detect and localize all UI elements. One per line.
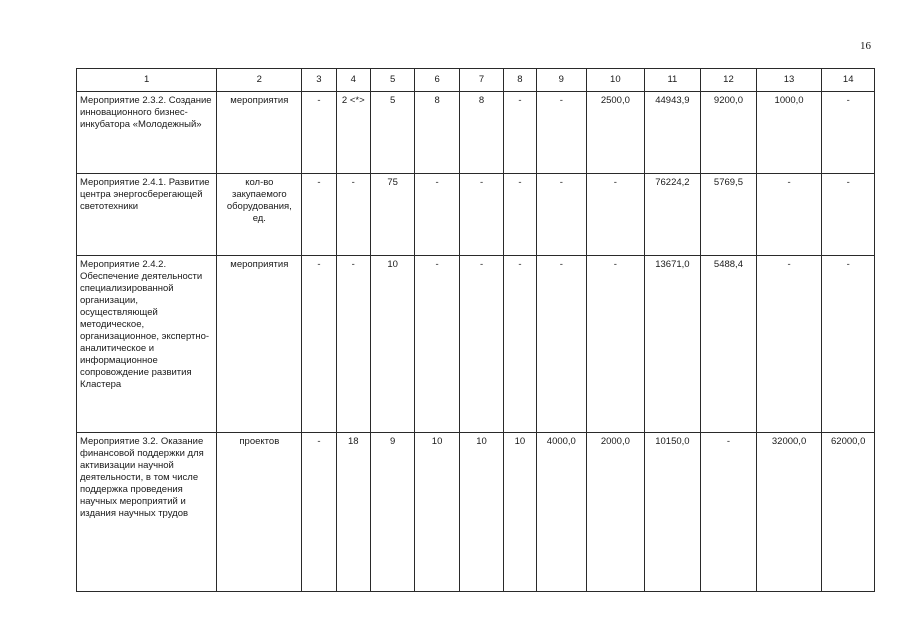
value-cell: -: [587, 174, 645, 256]
value-cell: 44943,9: [644, 92, 701, 174]
activity-name: Мероприятие 2.3.2. Создание инновационного бизнес-инкубатора «Молодежный»: [77, 92, 217, 174]
value-cell: 10: [415, 433, 459, 592]
value-cell: -: [459, 256, 503, 433]
value-cell: -: [504, 92, 536, 174]
table-row: [77, 174, 875, 256]
unit-cell: проектов: [217, 433, 302, 592]
value-cell: -: [756, 256, 822, 433]
value-cell: -: [756, 174, 822, 256]
value-cell: 10: [370, 256, 414, 433]
column-header: 6: [415, 69, 459, 92]
unit-cell: мероприятия: [217, 92, 302, 174]
header-row: [77, 69, 875, 92]
value-cell: 8: [459, 92, 503, 174]
table-row: [77, 256, 875, 433]
value-cell: -: [536, 92, 587, 174]
activity-name: Мероприятие 2.4.2. Обеспечение деятельности специализированной организации, осуществляющей методическое, организационное, экспертно-аналитическое и информационное сопровождение развития Кластера: [77, 256, 217, 433]
value-cell: -: [415, 174, 459, 256]
page-number: 16: [860, 40, 871, 52]
value-cell: 2500,0: [587, 92, 645, 174]
value-cell: -: [302, 92, 336, 174]
value-cell: -: [302, 174, 336, 256]
value-cell: -: [336, 256, 370, 433]
column-header: 3: [302, 69, 336, 92]
activity-name: Мероприятие 3.2. Оказание финансовой поддержки для активизации научной деятельности, в том числе поддержка проведения научных мероприятий и издания научных трудов: [77, 433, 217, 592]
value-cell: -: [701, 433, 757, 592]
column-header: 11: [644, 69, 701, 92]
value-cell: -: [459, 174, 503, 256]
value-cell: -: [822, 256, 875, 433]
value-cell: 32000,0: [756, 433, 822, 592]
table-row: [77, 433, 875, 592]
value-cell: 1000,0: [756, 92, 822, 174]
activity-name: Мероприятие 2.4.1. Развитие центра энергосберегающей светотехники: [77, 174, 217, 256]
value-cell: -: [504, 256, 536, 433]
value-cell: -: [536, 174, 587, 256]
data-table: [76, 68, 875, 592]
value-cell: 62000,0: [822, 433, 875, 592]
column-header: 9: [536, 69, 587, 92]
column-header: 14: [822, 69, 875, 92]
column-header: 5: [370, 69, 414, 92]
value-cell: 5488,4: [701, 256, 757, 433]
value-cell: -: [504, 174, 536, 256]
column-header: 4: [336, 69, 370, 92]
value-cell: -: [302, 433, 336, 592]
value-cell: -: [415, 256, 459, 433]
value-cell: 8: [415, 92, 459, 174]
column-header: 13: [756, 69, 822, 92]
unit-cell: кол-во закупаемого оборудования, ед.: [217, 174, 302, 256]
column-header: 2: [217, 69, 302, 92]
value-cell: -: [536, 256, 587, 433]
column-header: 7: [459, 69, 503, 92]
table-row: [77, 92, 875, 174]
value-cell: -: [822, 92, 875, 174]
value-cell: 10: [504, 433, 536, 592]
value-cell: -: [336, 174, 370, 256]
value-cell: 10150,0: [644, 433, 701, 592]
unit-cell: мероприятия: [217, 256, 302, 433]
value-cell: -: [302, 256, 336, 433]
column-header: 8: [504, 69, 536, 92]
value-cell: -: [822, 174, 875, 256]
value-cell: 2 <*>: [336, 92, 370, 174]
value-cell: 13671,0: [644, 256, 701, 433]
value-cell: 5769,5: [701, 174, 757, 256]
value-cell: 2000,0: [587, 433, 645, 592]
value-cell: -: [587, 256, 645, 433]
value-cell: 18: [336, 433, 370, 592]
value-cell: 5: [370, 92, 414, 174]
value-cell: 9: [370, 433, 414, 592]
column-header: 1: [77, 69, 217, 92]
value-cell: 4000,0: [536, 433, 587, 592]
column-header: 10: [587, 69, 645, 92]
value-cell: 75: [370, 174, 414, 256]
value-cell: 76224,2: [644, 174, 701, 256]
column-header: 12: [701, 69, 757, 92]
value-cell: 10: [459, 433, 503, 592]
value-cell: 9200,0: [701, 92, 757, 174]
